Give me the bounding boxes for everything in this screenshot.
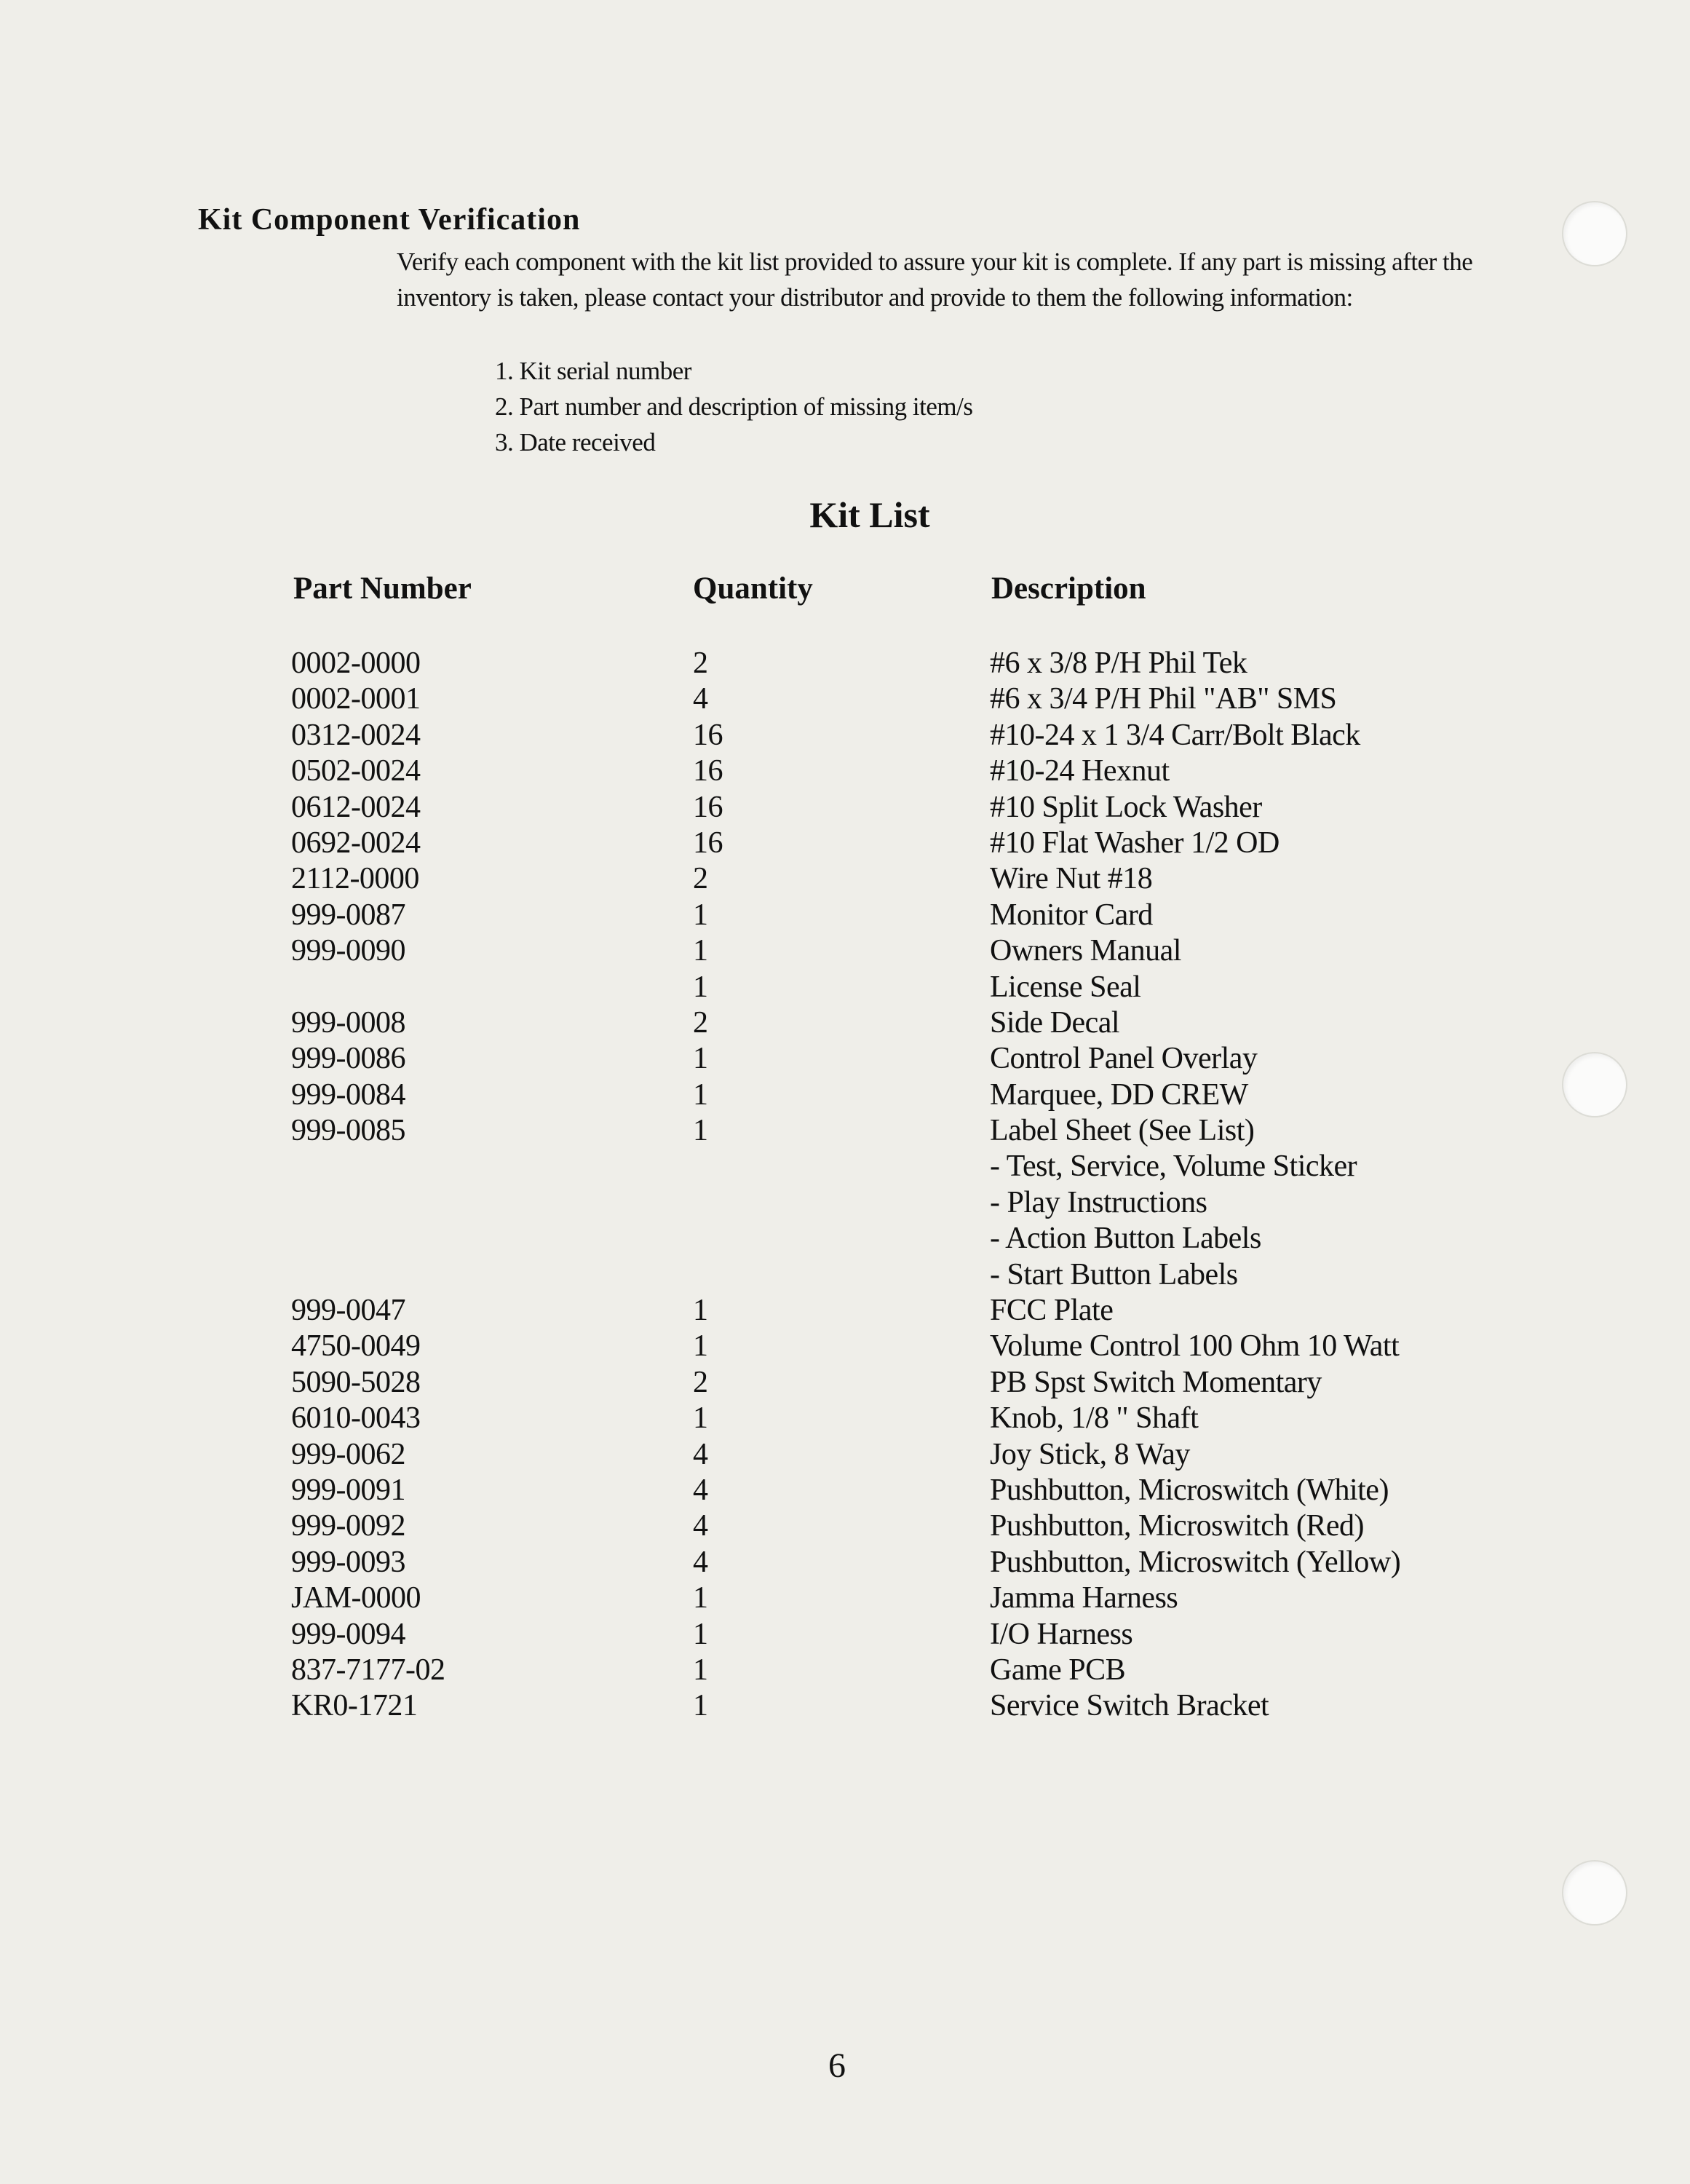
table-row bbox=[0, 1293, 1690, 1329]
table-row bbox=[0, 1329, 1690, 1364]
quantity-cell: 16 bbox=[693, 754, 723, 788]
quantity-cell: 2 bbox=[693, 646, 708, 680]
description-cell: Pushbutton, Microswitch (Yellow) bbox=[990, 1545, 1401, 1579]
part-number-cell: KR0-1721 bbox=[291, 1689, 418, 1723]
table-row bbox=[0, 790, 1690, 826]
part-number-cell: 0002-0000 bbox=[291, 646, 421, 680]
quantity-cell: 1 bbox=[693, 1114, 708, 1148]
quantity-cell: 2 bbox=[693, 1005, 708, 1040]
part-number-cell: 999-0047 bbox=[291, 1294, 405, 1328]
description-cell: Monitor Card bbox=[990, 898, 1153, 932]
part-number-cell: 999-0087 bbox=[291, 898, 405, 932]
quantity-cell: 16 bbox=[693, 790, 723, 824]
quantity-cell: 1 bbox=[693, 1077, 708, 1112]
table-row bbox=[0, 933, 1690, 969]
table-row bbox=[0, 1221, 1690, 1257]
description-cell: #10-24 Hexnut bbox=[990, 754, 1170, 788]
quantity-cell: 2 bbox=[693, 1365, 708, 1399]
part-number-cell: 999-0090 bbox=[291, 934, 405, 968]
quantity-cell: 1 bbox=[693, 1042, 708, 1076]
section-heading: Kit Component Verification bbox=[198, 203, 581, 237]
table-row bbox=[0, 1653, 1690, 1688]
part-number-cell: 0502-0024 bbox=[291, 754, 421, 788]
quantity-cell: 1 bbox=[693, 1294, 708, 1328]
part-number-cell: 5090-5028 bbox=[291, 1365, 421, 1399]
step-item: 1. Kit serial number bbox=[495, 357, 691, 385]
description-cell: #6 x 3/8 P/H Phil Tek bbox=[990, 646, 1247, 680]
info-steps-list bbox=[495, 353, 972, 460]
table-row bbox=[0, 681, 1690, 717]
column-header-quantity: Quantity bbox=[693, 571, 813, 606]
table-row bbox=[0, 1580, 1690, 1616]
description-cell: Pushbutton, Microswitch (White) bbox=[990, 1473, 1389, 1507]
description-cell: Joy Stick, 8 Way bbox=[990, 1437, 1190, 1471]
table-row bbox=[0, 1473, 1690, 1508]
description-cell: - Action Button Labels bbox=[990, 1222, 1261, 1256]
kit-list-title: Kit List bbox=[809, 494, 930, 535]
part-number-cell: 999-0084 bbox=[291, 1077, 405, 1112]
part-number-cell: 999-0062 bbox=[291, 1437, 405, 1471]
table-row bbox=[0, 1508, 1690, 1544]
kit-list-table bbox=[0, 646, 1690, 1725]
quantity-cell: 1 bbox=[693, 1689, 708, 1723]
description-cell: #10-24 x 1 3/4 Carr/Bolt Black bbox=[990, 718, 1360, 752]
quantity-cell: 1 bbox=[693, 970, 708, 1004]
quantity-cell: 1 bbox=[693, 1653, 708, 1687]
part-number-cell: 0612-0024 bbox=[291, 790, 421, 824]
description-cell: Side Decal bbox=[990, 1005, 1120, 1040]
part-number-cell: 837-7177-02 bbox=[291, 1653, 445, 1687]
column-header-description: Description bbox=[991, 571, 1146, 606]
description-cell: Label Sheet (See List) bbox=[990, 1114, 1255, 1148]
description-cell: Knob, 1/8 " Shaft bbox=[990, 1401, 1199, 1436]
step-item: 2. Part number and description of missing item/s bbox=[495, 392, 973, 421]
table-row bbox=[0, 1185, 1690, 1221]
table-row bbox=[0, 753, 1690, 789]
page-number: 6 bbox=[828, 2046, 846, 2085]
table-row bbox=[0, 1365, 1690, 1401]
part-number-cell: 999-0086 bbox=[291, 1042, 405, 1076]
table-row bbox=[0, 1437, 1690, 1473]
part-number-cell: 0002-0001 bbox=[291, 682, 421, 716]
table-row bbox=[0, 826, 1690, 861]
description-cell: Wire Nut #18 bbox=[990, 862, 1153, 896]
description-cell: - Start Button Labels bbox=[990, 1257, 1238, 1291]
quantity-cell: 1 bbox=[693, 1401, 708, 1436]
description-cell: FCC Plate bbox=[990, 1294, 1114, 1328]
quantity-cell: 2 bbox=[693, 862, 708, 896]
description-cell: - Test, Service, Volume Sticker bbox=[990, 1150, 1357, 1184]
description-cell: #6 x 3/4 P/H Phil "AB" SMS bbox=[990, 682, 1337, 716]
quantity-cell: 16 bbox=[693, 826, 723, 860]
step-item: 3. Date received bbox=[495, 428, 656, 456]
binder-hole-bottom bbox=[1562, 1860, 1627, 1926]
part-number-cell: 999-0091 bbox=[291, 1473, 405, 1507]
part-number-cell: 0312-0024 bbox=[291, 718, 421, 752]
table-row bbox=[0, 1113, 1690, 1149]
quantity-cell: 4 bbox=[693, 1437, 708, 1471]
quantity-cell: 1 bbox=[693, 1581, 708, 1615]
part-number-cell: 999-0085 bbox=[291, 1114, 405, 1148]
description-cell: Jamma Harness bbox=[990, 1581, 1178, 1615]
description-cell: Owners Manual bbox=[990, 934, 1181, 968]
part-number-cell: 2112-0000 bbox=[291, 862, 419, 896]
table-row bbox=[0, 646, 1690, 681]
table-row bbox=[0, 1257, 1690, 1293]
part-number-cell: 0692-0024 bbox=[291, 826, 421, 860]
quantity-cell: 4 bbox=[693, 1473, 708, 1507]
table-row bbox=[0, 1041, 1690, 1077]
part-number-cell: JAM-0000 bbox=[291, 1581, 421, 1615]
column-header-part-number: Part Number bbox=[293, 571, 472, 606]
table-row bbox=[0, 861, 1690, 897]
part-number-cell: 6010-0043 bbox=[291, 1401, 421, 1436]
table-row bbox=[0, 1545, 1690, 1580]
part-number-cell: 4750-0049 bbox=[291, 1329, 421, 1364]
binder-hole-top bbox=[1562, 201, 1627, 266]
description-cell: Game PCB bbox=[990, 1653, 1126, 1687]
description-cell: #10 Split Lock Washer bbox=[990, 790, 1262, 824]
table-row bbox=[0, 1617, 1690, 1653]
table-row bbox=[0, 970, 1690, 1005]
quantity-cell: 4 bbox=[693, 1509, 708, 1543]
table-row bbox=[0, 898, 1690, 933]
quantity-cell: 1 bbox=[693, 1617, 708, 1651]
description-cell: Control Panel Overlay bbox=[990, 1042, 1258, 1076]
description-cell: Volume Control 100 Ohm 10 Watt bbox=[990, 1329, 1400, 1364]
part-number-cell: 999-0092 bbox=[291, 1509, 405, 1543]
description-cell: - Play Instructions bbox=[990, 1185, 1207, 1219]
quantity-cell: 1 bbox=[693, 934, 708, 968]
table-row bbox=[0, 1688, 1690, 1724]
part-number-cell: 999-0093 bbox=[291, 1545, 405, 1579]
description-cell: Pushbutton, Microswitch (Red) bbox=[990, 1509, 1364, 1543]
part-number-cell: 999-0008 bbox=[291, 1005, 405, 1040]
quantity-cell: 16 bbox=[693, 718, 723, 752]
table-row bbox=[0, 1401, 1690, 1436]
table-row bbox=[0, 1077, 1690, 1113]
quantity-cell: 1 bbox=[693, 1329, 708, 1364]
quantity-cell: 1 bbox=[693, 898, 708, 932]
quantity-cell: 4 bbox=[693, 682, 708, 716]
table-row bbox=[0, 718, 1690, 753]
table-row bbox=[0, 1005, 1690, 1041]
description-cell: Marquee, DD CREW bbox=[990, 1077, 1248, 1112]
quantity-cell: 4 bbox=[693, 1545, 708, 1579]
table-row bbox=[0, 1149, 1690, 1184]
description-cell: #10 Flat Washer 1/2 OD bbox=[990, 826, 1280, 860]
description-cell: PB Spst Switch Momentary bbox=[990, 1365, 1322, 1399]
description-cell: Service Switch Bracket bbox=[990, 1689, 1269, 1723]
description-cell: License Seal bbox=[990, 970, 1141, 1004]
intro-paragraph: Verify each component with the kit list provided to assure your kit is complete. If any part is missing after the inventory is taken, please contact your distributor and provide to them the following information: bbox=[397, 248, 1473, 312]
part-number-cell: 999-0094 bbox=[291, 1617, 405, 1651]
description-cell: I/O Harness bbox=[990, 1617, 1133, 1651]
